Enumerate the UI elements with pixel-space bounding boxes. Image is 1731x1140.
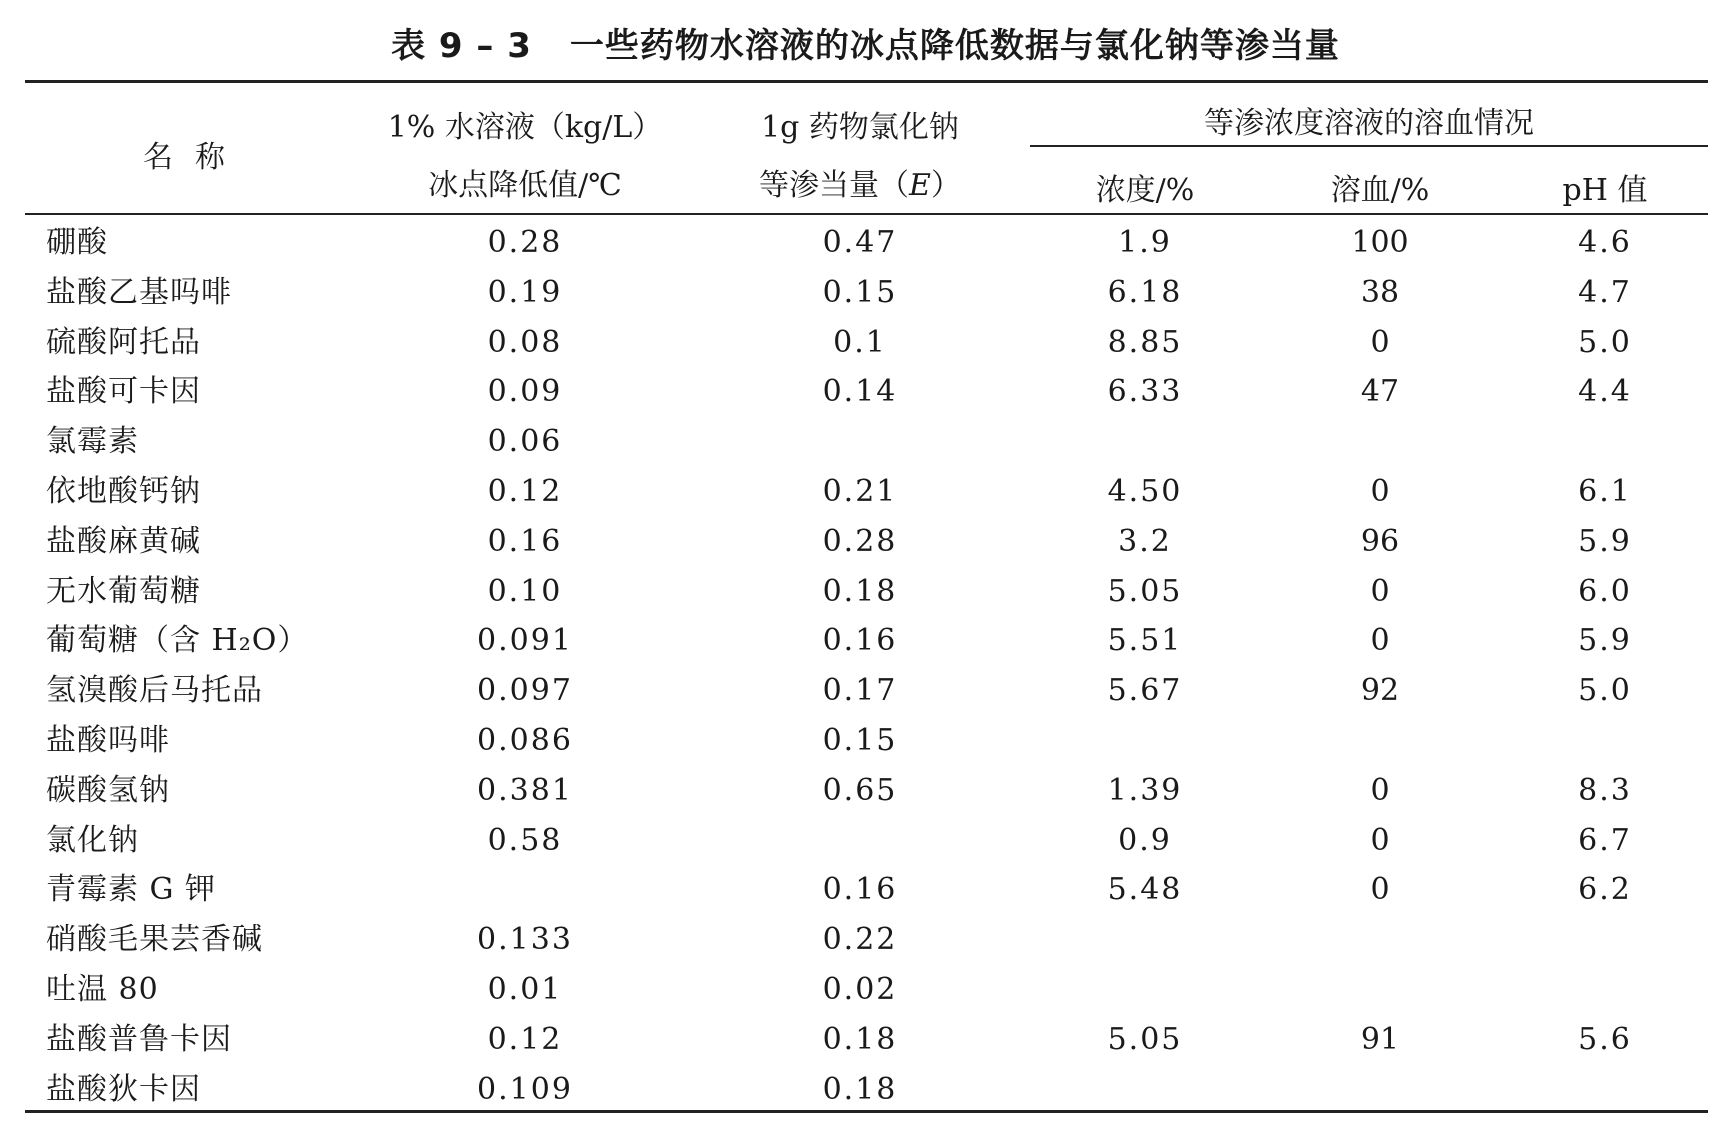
header-hemolysis-group: 等渗浓度溶液的溶血情况 <box>1204 106 1534 141</box>
ph-value-cell: 5.6 <box>1578 1021 1632 1057</box>
isotonic-concentration-cell: 0.9 <box>1118 822 1172 858</box>
isotonic-concentration-cell: 6.33 <box>1107 374 1183 410</box>
freezing-point-depression-cell: 0.109 <box>477 1071 573 1107</box>
drug-name-cell: 碳酸氢钠 <box>46 772 170 808</box>
table-body <box>0 218 1731 1114</box>
table-row <box>0 965 1731 1015</box>
hemolysis-percent-cell: 0 <box>1370 324 1390 360</box>
header-concentration: 浓度/% <box>1095 173 1195 208</box>
nacl-equivalent-cell: 0.21 <box>822 473 898 509</box>
nacl-equivalent-cell: 0.18 <box>822 573 898 609</box>
table-number: 表 9 – 3 <box>391 26 532 66</box>
header-ph: pH 值 <box>1562 173 1648 208</box>
hemolysis-percent-cell: 100 <box>1351 225 1409 260</box>
drug-name-cell: 硫酸阿托品 <box>46 324 201 360</box>
freezing-point-depression-cell: 0.381 <box>477 772 573 808</box>
nacl-equivalent-cell: 0.28 <box>822 523 898 559</box>
nacl-equivalent-cell: 0.65 <box>822 772 898 808</box>
nacl-equivalent-cell: 0.22 <box>822 922 898 958</box>
nacl-equivalent-cell: 0.16 <box>822 623 898 659</box>
drug-name-cell: 氯化钠 <box>46 822 139 858</box>
freezing-point-depression-cell: 0.09 <box>487 374 563 410</box>
ph-value-cell: 6.7 <box>1578 822 1632 858</box>
freezing-point-depression-cell: 0.097 <box>477 673 573 709</box>
header-equiv-line1: 1g 药物氯化钠 <box>761 110 959 145</box>
table-row <box>0 716 1731 766</box>
nacl-equivalent-cell: 0.47 <box>822 225 898 260</box>
header-equiv-line2 <box>720 160 1000 204</box>
table-row <box>0 268 1731 318</box>
table-row <box>0 367 1731 417</box>
isotonic-concentration-cell: 5.05 <box>1107 1021 1183 1057</box>
isotonic-concentration-cell: 5.67 <box>1107 673 1183 709</box>
nacl-equivalent-cell: 0.17 <box>822 673 898 709</box>
isotonic-concentration-cell: 5.05 <box>1107 573 1183 609</box>
freezing-point-depression-cell: 0.091 <box>477 623 573 659</box>
freezing-point-depression-cell: 0.10 <box>487 573 563 609</box>
isotonic-concentration-cell: 1.9 <box>1118 225 1172 260</box>
ph-value-cell: 4.7 <box>1578 274 1632 310</box>
drug-name-cell: 吐温 80 <box>46 971 159 1007</box>
isotonic-concentration-cell: 4.50 <box>1107 473 1183 509</box>
table-row <box>0 1065 1731 1115</box>
table-row <box>0 766 1731 816</box>
hemolysis-percent-cell: 0 <box>1370 872 1390 908</box>
top-rule <box>25 80 1708 83</box>
nacl-equivalent-cell: 0.02 <box>822 971 898 1007</box>
drug-name-cell: 盐酸普鲁卡因 <box>46 1021 232 1057</box>
hemolysis-percent-cell: 0 <box>1370 573 1390 609</box>
isotonic-concentration-cell: 5.51 <box>1107 623 1183 659</box>
ph-value-cell: 5.0 <box>1578 324 1632 360</box>
freezing-point-depression-cell: 0.06 <box>487 424 563 460</box>
drug-name-cell: 氯霉素 <box>46 424 139 460</box>
drug-name-cell: 氢溴酸后马托品 <box>46 673 263 709</box>
header-equiv-symbol: E <box>909 168 931 203</box>
table-row <box>0 318 1731 368</box>
drug-name-cell: 盐酸吗啡 <box>46 722 170 758</box>
nacl-equivalent-cell: 0.15 <box>822 274 898 310</box>
hemolysis-percent-cell: 0 <box>1370 772 1390 808</box>
hemolysis-percent-cell: 92 <box>1360 673 1400 709</box>
freezing-point-depression-cell: 0.01 <box>487 971 563 1007</box>
ph-value-cell: 5.9 <box>1578 523 1632 559</box>
table-row <box>0 417 1731 467</box>
freezing-point-depression-cell: 0.133 <box>477 922 573 958</box>
ph-value-cell: 6.0 <box>1578 573 1632 609</box>
nacl-equivalent-cell: 0.15 <box>822 722 898 758</box>
isotonic-concentration-cell: 3.2 <box>1118 523 1172 559</box>
table-row <box>0 666 1731 716</box>
header-hemolysis: 溶血/% <box>1330 173 1430 208</box>
table-row <box>0 567 1731 617</box>
group-header-rule <box>1030 145 1708 147</box>
header-equiv-suffix: ） <box>930 168 961 203</box>
ph-value-cell: 6.1 <box>1578 473 1632 509</box>
hemolysis-percent-cell: 0 <box>1370 623 1390 659</box>
ph-value-cell: 8.3 <box>1578 772 1632 808</box>
table-row <box>0 915 1731 965</box>
table-row <box>0 616 1731 666</box>
freezing-point-depression-cell: 0.08 <box>487 324 563 360</box>
hemolysis-percent-cell: 0 <box>1370 473 1390 509</box>
isotonic-concentration-cell: 5.48 <box>1107 872 1183 908</box>
drug-name-cell: 青霉素 G 钾 <box>46 872 217 908</box>
ph-value-cell: 6.2 <box>1578 872 1632 908</box>
hemolysis-percent-cell: 96 <box>1360 523 1400 559</box>
nacl-equivalent-cell: 0.14 <box>822 374 898 410</box>
drug-name-cell: 盐酸狄卡因 <box>46 1071 201 1107</box>
drug-name-cell: 依地酸钙钠 <box>46 473 201 509</box>
isotonic-concentration-cell: 6.18 <box>1107 274 1183 310</box>
header-equiv-prefix: 等渗当量（ <box>759 168 910 203</box>
table-row <box>0 816 1731 866</box>
hemolysis-percent-cell: 91 <box>1360 1021 1400 1057</box>
header-name: 名称 <box>143 140 247 175</box>
table-row <box>0 218 1731 268</box>
freezing-point-depression-cell: 0.086 <box>477 722 573 758</box>
table-row <box>0 865 1731 915</box>
hemolysis-percent-cell: 0 <box>1370 822 1390 858</box>
header-freeze-line1: 1% 水溶液（kg/L） <box>387 110 663 145</box>
table-title-text: 一些药物水溶液的冰点降低数据与氯化钠等渗当量 <box>569 26 1340 66</box>
ph-value-cell: 5.0 <box>1578 673 1632 709</box>
isotonic-concentration-cell: 1.39 <box>1107 772 1183 808</box>
table-title <box>0 18 1731 67</box>
isotonic-concentration-cell: 8.85 <box>1107 324 1183 360</box>
header-rule <box>25 213 1708 215</box>
table-row <box>0 1015 1731 1065</box>
nacl-equivalent-cell: 0.18 <box>822 1021 898 1057</box>
freezing-point-depression-cell: 0.19 <box>487 274 563 310</box>
ph-value-cell: 4.4 <box>1578 374 1632 410</box>
nacl-equivalent-cell: 0.16 <box>822 872 898 908</box>
drug-name-cell: 无水葡萄糖 <box>46 573 201 609</box>
ph-value-cell: 4.6 <box>1578 225 1632 260</box>
drug-name-cell: 盐酸麻黄碱 <box>46 523 201 559</box>
freezing-point-depression-cell: 0.12 <box>487 1021 563 1057</box>
freezing-point-depression-cell: 0.12 <box>487 473 563 509</box>
ph-value-cell: 5.9 <box>1578 623 1632 659</box>
hemolysis-percent-cell: 47 <box>1360 374 1400 410</box>
header-freeze-line2: 冰点降低值/℃ <box>428 168 622 203</box>
freezing-point-depression-cell: 0.16 <box>487 523 563 559</box>
drug-name-cell: 硼酸 <box>46 225 108 260</box>
table-row <box>0 467 1731 517</box>
table-row <box>0 517 1731 567</box>
nacl-equivalent-cell: 0.18 <box>822 1071 898 1107</box>
hemolysis-percent-cell: 38 <box>1360 274 1400 310</box>
drug-name-cell: 盐酸乙基吗啡 <box>46 274 232 310</box>
drug-name-cell: 盐酸可卡因 <box>46 374 201 410</box>
nacl-equivalent-cell: 0.1 <box>833 324 887 360</box>
freezing-point-depression-cell: 0.28 <box>487 225 563 260</box>
drug-name-cell: 葡萄糖（含 H₂O） <box>46 623 309 659</box>
drug-name-cell: 硝酸毛果芸香碱 <box>46 922 263 958</box>
freezing-point-depression-cell: 0.58 <box>487 822 563 858</box>
